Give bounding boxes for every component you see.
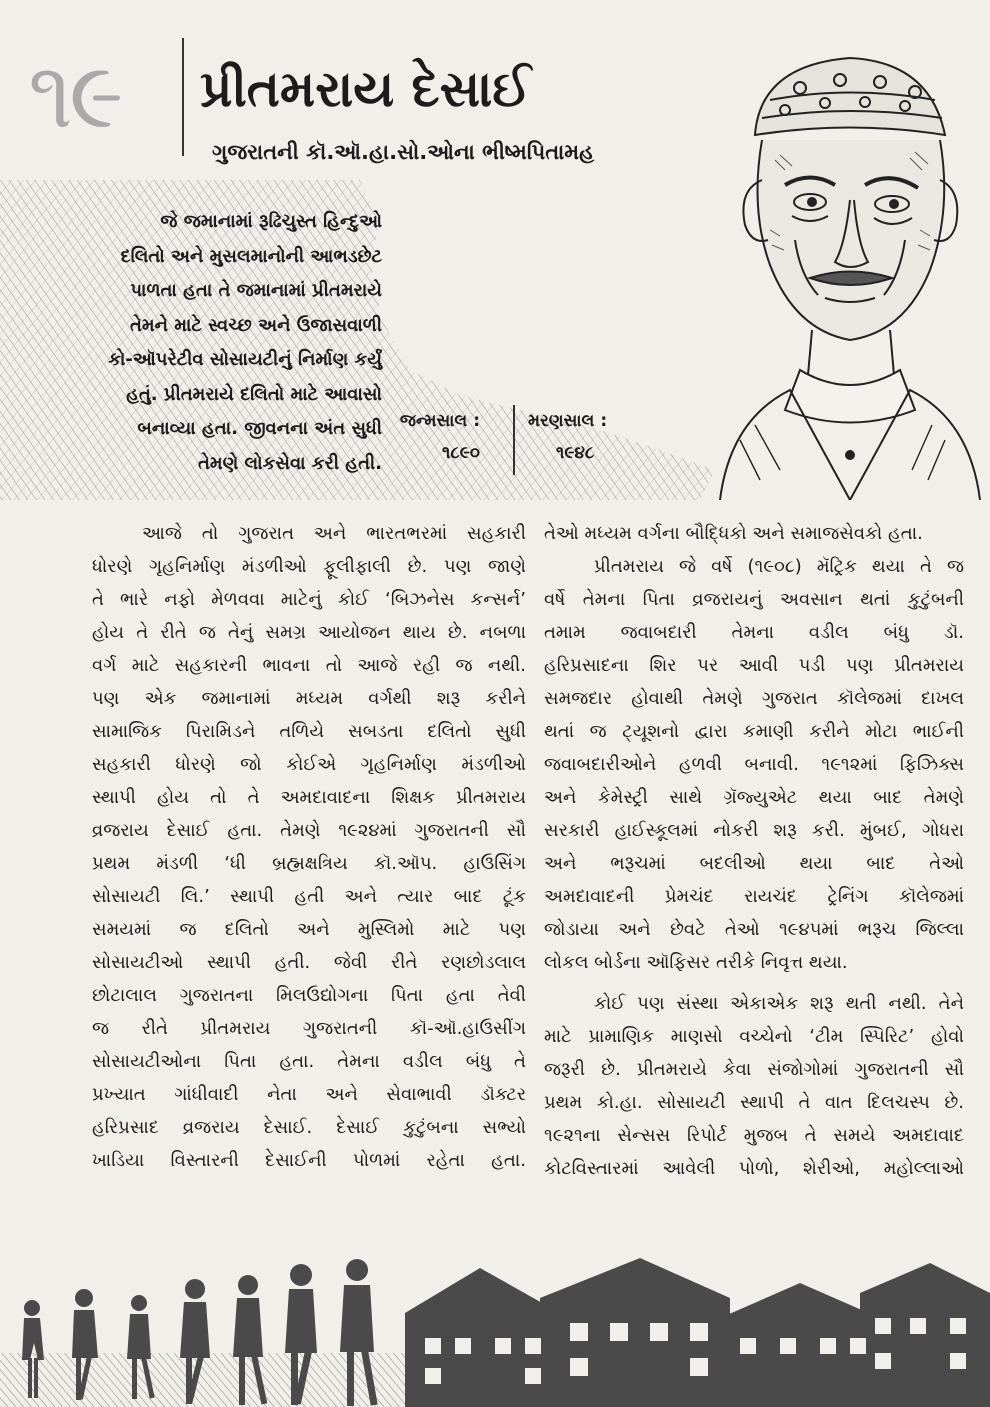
intro-text — [40, 205, 382, 481]
text-line: તેઓ મધ્યમ વર્ગના બૌદ્ધિકો અને સમાજસેવકો હતા. — [544, 523, 923, 544]
article-column-2 — [544, 517, 964, 1185]
portrait-sketch — [700, 40, 990, 500]
intro-line: તેમને માટે સ્વચ્છ અને ઉજાસવાળી — [129, 314, 382, 336]
intro-line: જે જમાનામાં રૂઢિચુસ્ત હિન્દુઓ — [160, 211, 382, 232]
text-line: અને કેમેસ્ટ્રી સાથે ગ્રૅજ્યુએટ થયા બાદ તેમણે — [544, 787, 964, 808]
text-line: પ્રખ્યાત ગાંધીવાદી નેતા અને સેવાભાવી ડૉક્ટર — [92, 1084, 526, 1105]
text-line: કોઈ પણ સંસ્થા એકાએક શરૂ થતી નથી. તેને — [594, 993, 964, 1014]
intro-line: પાળતા હતા તે જમાનામાં પ્રીતમરાયે — [130, 280, 382, 301]
text-line: પણ એક જમાનામાં મધ્યમ વર્ગથી શરૂ કરીને — [92, 688, 526, 709]
text-line: સરકારી હાઈસ્કૂલમાં નોકરી શરૂ કરી. મુંબઈ, ગોધરા — [544, 820, 964, 841]
text-line: માટે પ્રામાણિક માણસો વચ્ચેનો ‘ટીમ સ્પિરિટ’ હોવો — [544, 1026, 964, 1047]
chapter-number: ૧૯ — [28, 42, 120, 149]
text-line: હરિપ્રસાદના શિર પર આવી પડી પણ પ્રીતમરાય — [544, 655, 964, 676]
text-line: જ રીતે પ્રીતમરાય ગુજરાતની કૉ-ઑ.હાઉસીંગ — [92, 1018, 526, 1039]
text-line: આજે તો ગુજરાત અને ભારતભરમાં સહકારી — [142, 523, 526, 544]
birth-year: ૧૮૯૦ — [442, 443, 480, 463]
life-dates — [388, 405, 628, 477]
text-line: ધોરણે ગૃહનિર્માણ મંડળીઓ ફૂલીફાલી છે. પણ જાણે — [92, 556, 526, 577]
header-divider — [182, 38, 184, 156]
text-line: છોટાલાલ ગુજરાતના મિલઉદ્યોગના પિતા હતા તેવી — [92, 985, 526, 1006]
text-line: પ્રથમ કો.હા. સોસાયટી સ્થાપી તે વાત દિલચસ્પ છે. — [544, 1092, 964, 1113]
text-line: સમજદાર હોવાથી તેમણે ગુજરાત કૉલેજમાં દાખલ — [544, 688, 964, 709]
article-column-1 — [92, 517, 526, 1177]
text-line: જવાબદારીઓને હળવી બનાવી. ૧૯૧૨માં ફિઝિક્સ — [544, 754, 964, 775]
page-subtitle: ગુજરાતની કૉ.ઑ.હા.સો.ઓના ભીષ્મપિતામહ — [212, 140, 595, 164]
intro-line: દલિતો અને મુસલમાનોની આભડછેટ — [120, 245, 382, 267]
text-line: સમયમાં જ દલિતો અને મુસ્લિમો માટે પણ — [92, 919, 526, 940]
text-line: તે ભારે નફો મેળવવા માટેનું કોઈ ‘બિઝનેસ કન્સર્ન’ — [92, 589, 526, 610]
text-line: જોડાયા અને છેવટે તેઓ ૧૯૪૫માં ભરૂચ જિલ્લા — [544, 919, 964, 940]
text-line: વ્રજરાય દેસાઈ હતા. તેમણે ૧૯૨૪માં ગુજરાતની સૌ — [92, 820, 526, 841]
text-line: સ્થાપી હોય તો તે અમદાવાદના શિક્ષક પ્રીતમરાય — [92, 787, 526, 808]
dates-divider — [513, 405, 515, 475]
text-line: થતાં જ ટ્યૂશનો દ્વારા કમાણી કરીને મોટા ભાઈની — [544, 721, 964, 742]
text-line: પ્રથમ મંડળી ‘ધી બ્રહ્મક્ષત્રિય કૉ.ઑપ. હાઉસિંગ — [92, 853, 526, 874]
intro-line: બનાવ્યા હતા. જીવનના અંત સુધી — [137, 418, 382, 439]
text-line: હોય તે રીતે જ તેનું સમગ્ર આયોજન થાય છે. નબળા — [92, 622, 526, 643]
text-line: સોસાયટી લિ.’ સ્થાપી હતી અને ત્યાર બાદ ટૂંક — [92, 886, 526, 907]
text-line: જરૂરી છે. પ્રીતમરાયે કેવા સંજોગોમાં ગુજરાતની સૌ — [544, 1059, 964, 1080]
text-line: કોટવિસ્તારમાં આવેલી પોળો, શેરીઓ, મહોલ્લાઓ — [544, 1158, 964, 1179]
text-line: અમદાવાદની પ્રેમચંદ રાયચંદ ટ્રેનિંગ કૉલેજમાં — [544, 886, 964, 907]
death-label: મરણસાલ : — [528, 411, 608, 431]
death-year: ૧૯૪૮ — [556, 443, 595, 463]
page-title: પ્રીતમરાય દેસાઈ — [200, 60, 531, 118]
text-line: ખાડિયા વિસ્તારની દેસાઈની પોળમાં રહેતા હતા. — [92, 1150, 526, 1171]
text-line: પ્રીતમરાય જે વર્ષે (૧૯૦૮) મૅટ્રિક થયા તે જ — [594, 556, 964, 577]
text-line: લોકલ બોર્ડના ઑફિસર તરીકે નિવૃત્ત થયા. — [544, 952, 848, 973]
text-line: સોસાયટીઓના પિતા હતા. તેમના વડીલ બંધુ તે — [92, 1051, 526, 1072]
birth-label: જન્મસાલ : — [399, 411, 480, 431]
intro-line: કો-ઑપરેટીવ સોસાયટીનું નિર્માણ કર્યું — [108, 349, 382, 370]
text-line: હરિપ્રસાદ વ્રજરાય દેસાઈ. દેસાઈ કુટુંબના સભ્યો — [92, 1117, 526, 1138]
text-line: સામાજિક પિરામિડને તળિયે સબડતા દલિતો સુધી — [92, 721, 526, 742]
intro-line: હતું. પ્રીતમરાયે દલિતો માટે આવાસો — [126, 383, 382, 405]
text-line: સોસાયટીઓ સ્થાપી હતી. જેવી રીતે રણછોડલાલ — [92, 952, 526, 973]
text-line: વર્ગ માટે સહકારની ભાવના તો આજે રહી જ નથી. — [92, 655, 526, 676]
walking-silhouettes-and-houses — [0, 1258, 990, 1407]
text-line: સહકારી ધોરણે જો કોઈએ ગૃહનિર્માણ મંડળીઓ — [92, 754, 526, 775]
text-line: અને ભરૂચમાં બદલીઓ થયા બાદ તેઓ — [544, 853, 964, 874]
text-line: વર્ષે તેમના પિતા વ્રજરાયનું અવસાન થતાં કુટુંબની — [544, 589, 964, 610]
intro-line: તેમણે લોકસેવા કરી હતી. — [197, 452, 382, 474]
text-line: ૧૯૨૧ના સેન્સસ રિપોર્ટ મુજબ તે સમયે અમદાવાદ — [544, 1125, 964, 1146]
text-line: તમામ જવાબદારી તેમના વડીલ બંધુ ડૉ. — [544, 622, 964, 643]
